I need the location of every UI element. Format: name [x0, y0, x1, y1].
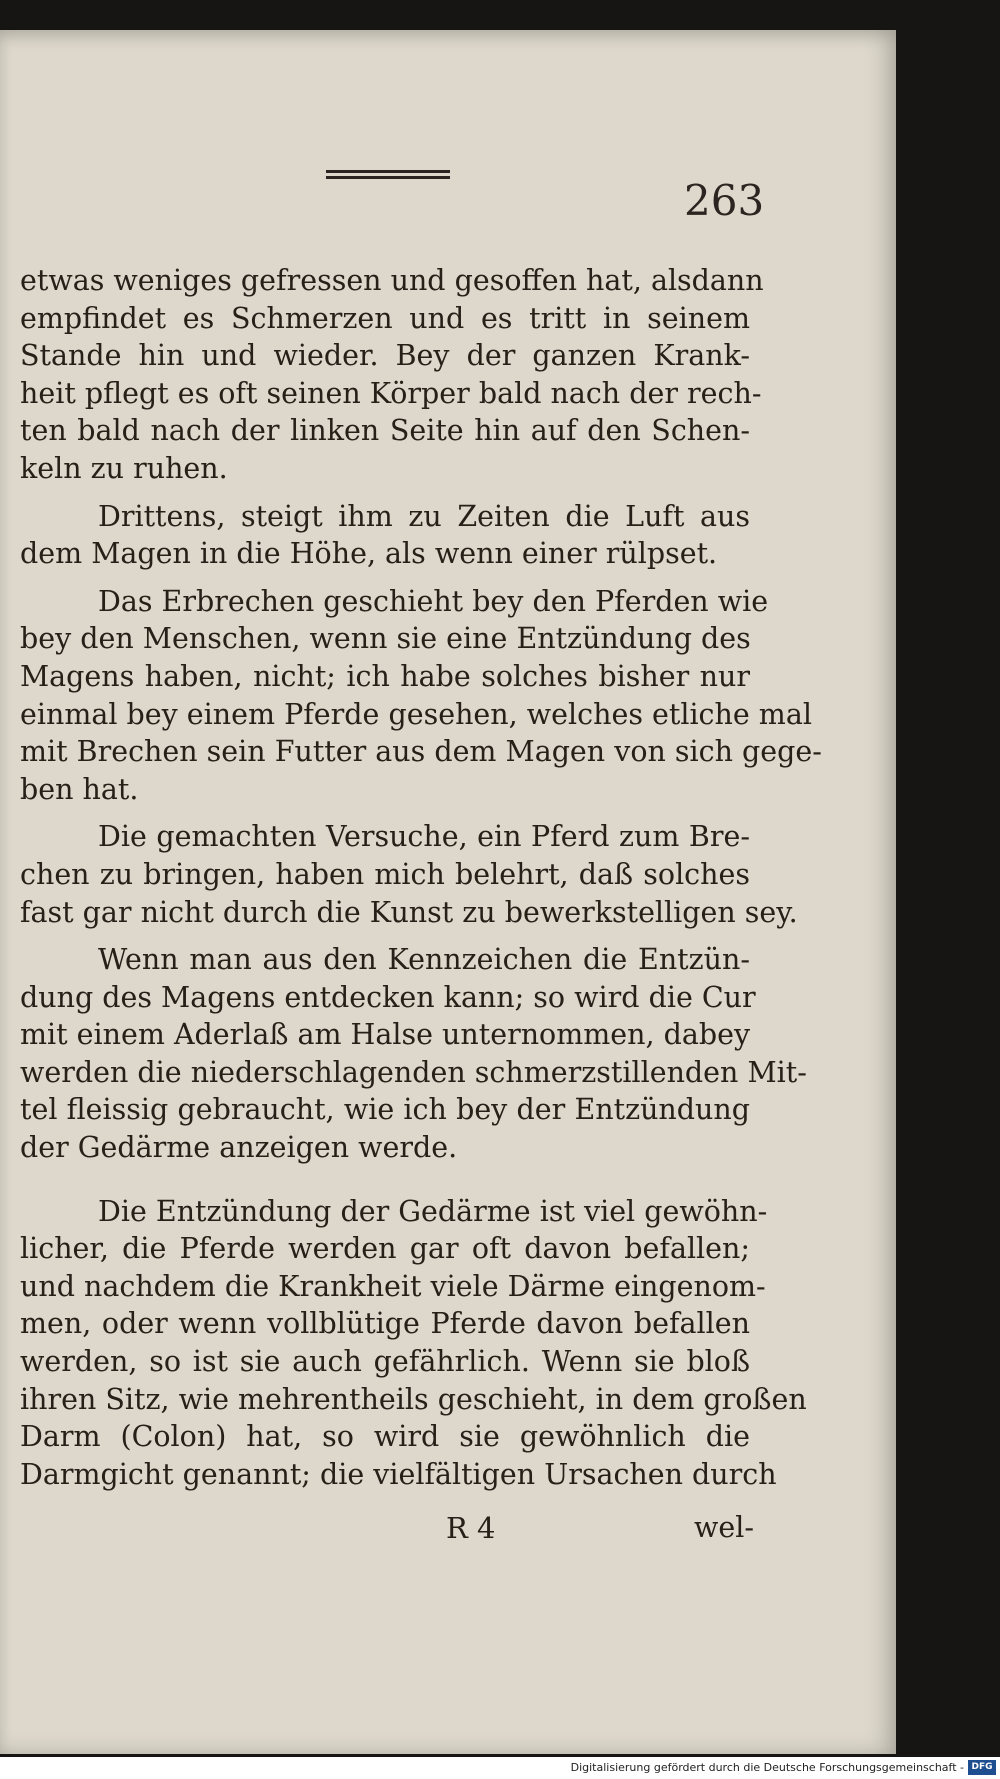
footer-credit: Digitalisierung gefördert durch die Deutsche Forschungsgemeinschaft -	[570, 1761, 964, 1774]
text-line: tel fleissig gebraucht, wie ich bey der Entzündung	[20, 1093, 750, 1127]
page-number: 263	[684, 176, 765, 225]
text-line: ihren Sitz, wie mehrentheils geschieht, in dem großen	[20, 1382, 807, 1416]
text-line: Magens haben, nicht; ich habe solches bisher nur	[20, 659, 750, 693]
text-line: und nachdem die Krankheit viele Därme eingenom-	[20, 1269, 766, 1303]
catchword: wel-	[694, 1511, 755, 1544]
text-line: Das Erbrechen geschieht bey den Pferden wie	[98, 584, 769, 618]
text-line: dung des Magens entdecken kann; so wird die Cur	[20, 980, 756, 1014]
text-line: etwas weniges gefressen und gesoffen hat, alsdann	[20, 264, 764, 297]
text-line: Darmgicht genannt; die vielfältigen Ursachen durch	[20, 1457, 777, 1491]
text-line: Die gemachten Versuche, ein Pferd zum Bre-	[98, 820, 750, 854]
text-line: empfindet es Schmerzen und es tritt in seinem	[20, 301, 750, 335]
text-line: ten bald nach der linken Seite hin auf den Schen-	[20, 414, 750, 448]
paragraph	[20, 498, 750, 573]
text-line: men, oder wenn vollblütige Pferde davon befallen	[20, 1307, 750, 1341]
text-line: einmal bey einem Pferde gesehen, welches etliche mal	[20, 697, 812, 731]
paragraph-gap	[20, 1167, 750, 1193]
paragraph	[20, 818, 798, 931]
book-page	[0, 30, 896, 1754]
text-line: werden, so ist sie auch gefährlich. Wenn sie bloß	[20, 1345, 750, 1379]
paragraph-gap	[20, 931, 750, 941]
body-text	[20, 262, 822, 1493]
text-line: Die Entzündung der Gedärme ist viel gewöhn-	[98, 1194, 768, 1228]
text-line: ben hat.	[20, 772, 139, 806]
text-line: fast gar nicht durch die Kunst zu bewerkstelligen sey.	[20, 895, 798, 929]
header-rule	[326, 170, 450, 179]
dfg-logo: DFG	[968, 1760, 996, 1775]
text-line: werden die niederschlagenden schmerzstillenden Mit-	[20, 1055, 807, 1089]
text-line: Stande hin und wieder. Bey der ganzen Krank-	[20, 339, 750, 373]
text-line: mit einem Aderlaß am Halse unternommen, dabey	[20, 1018, 751, 1052]
text-line: chen zu bringen, haben mich belehrt, daß solches	[20, 857, 750, 891]
text-line: der Gedärme anzeigen werde.	[20, 1131, 458, 1165]
paragraph-gap	[20, 808, 750, 818]
text-line: heit pflegt es oft seinen Körper bald nach der rech-	[20, 376, 762, 410]
signature-mark: R 4	[446, 1511, 496, 1545]
text-line: Wenn man aus den Kennzeichen die Entzün-	[98, 943, 750, 977]
paragraph	[20, 941, 807, 1167]
text-line: bey den Menschen, wenn sie eine Entzündung des	[20, 622, 751, 656]
text-line: mit Brechen sein Futter aus dem Magen von sich gege-	[20, 735, 822, 769]
text-line: licher, die Pferde werden gar oft davon befallen;	[20, 1232, 750, 1266]
text-line: Darm (Colon) hat, so wird sie gewöhnlich die	[20, 1420, 750, 1454]
paragraph	[20, 583, 822, 809]
paragraph	[20, 1193, 807, 1494]
text-line: dem Magen in die Höhe, als wenn einer rülpset.	[20, 537, 718, 571]
paragraph-gap	[20, 573, 750, 583]
text-line: keln zu ruhen.	[20, 451, 228, 485]
paragraph-gap	[20, 488, 750, 498]
paragraph	[20, 262, 764, 488]
digitization-footer	[0, 1757, 1000, 1779]
text-line: Drittens, steigt ihm zu Zeiten die Luft aus	[98, 499, 750, 533]
